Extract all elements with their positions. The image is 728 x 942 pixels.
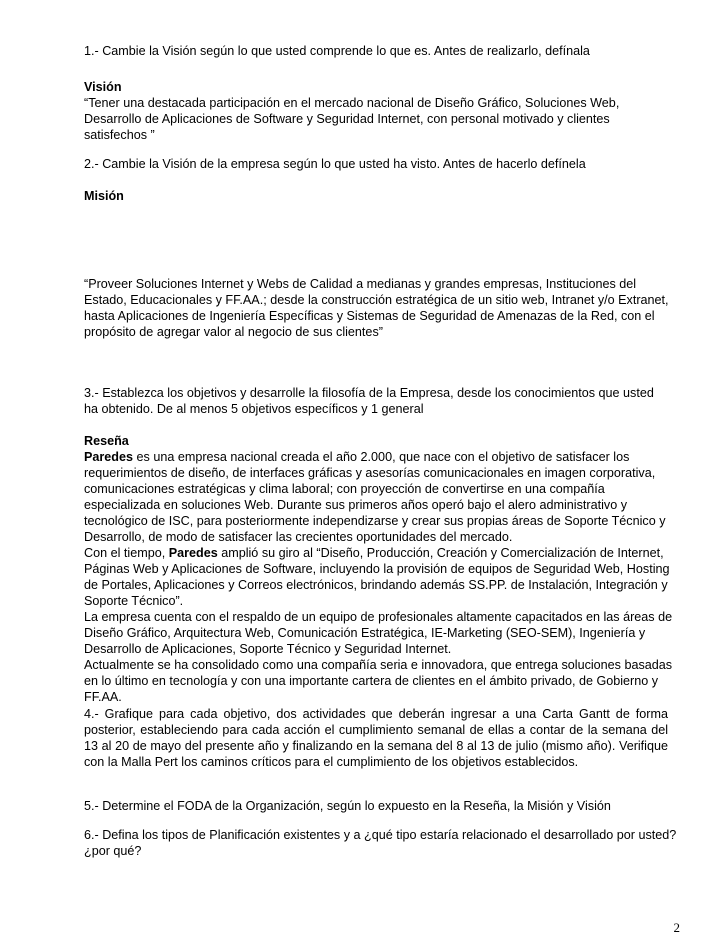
resena-text-2b: amplió su giro al “Diseño, Producción, Creación y Comercialización de Internet, Páginas Web y Aplicaciones de Software, incluyendo la provisión de equipos de Seguridad Web, Hosting de Portales, Aplicaciones y Correos electrónicos, brindando además SS.PP. de Instalación, Integración y Soporte Técnico”. bbox=[84, 546, 670, 608]
vision-text: “Tener una destacada participación en el mercado nacional de Diseño Gráfico, Soluciones Web, Desarrollo de Aplicaciones de Software y Seguridad Internet, con personal motivado y clientes satisfechos ” bbox=[84, 96, 620, 142]
company-name: Paredes bbox=[84, 450, 134, 464]
question-2: 2.- Cambie la Visión de la empresa según lo que usted ha visto. Antes de hacerlo defínela bbox=[84, 157, 586, 171]
resena-heading: Reseña bbox=[84, 434, 129, 448]
question-5: 5.- Determine el FODA de la Organización, según lo expuesto en la Reseña, la Misión y Visión bbox=[84, 799, 611, 813]
resena-paragraph-2 bbox=[84, 545, 678, 609]
question-3: 3.- Establezca los objetivos y desarrolle la filosofía de la Empresa, desde los conocimientos que usted ha obtenido. De al menos 5 objetivos específicos y 1 general bbox=[84, 386, 654, 416]
question-6: 6.- Defina los tipos de Planificación existentes y a ¿qué tipo estaría relacionado el desarrollado por usted?¿por qué? bbox=[84, 828, 677, 858]
resena-paragraph-1 bbox=[84, 449, 678, 545]
company-name: Paredes bbox=[168, 546, 218, 560]
page-number: 2 bbox=[673, 920, 680, 935]
mision-text: “Proveer Soluciones Internet y Webs de Calidad a medianas y grandes empresas, Instituciones del Estado, Educacionales y FF.AA.; desde la construcción estratégica de un sitio web, Intranet y/o Extranet, hasta Aplicaciones de Ingeniería Específicas y Sistemas de Seguridad de Amenazas de la Red, con el propósito de agregar valor al negocio de sus clientes” bbox=[84, 277, 669, 339]
resena-paragraph-4: Actualmente se ha consolidado como una compañía seria e innovadora, que entrega soluciones basadas en lo último en tecnología y con una importante cartera de clientes en el ámbito privado, de Gobierno y FF.AA. bbox=[84, 658, 673, 704]
vision-heading: Visión bbox=[84, 80, 122, 94]
resena-text-1: es una empresa nacional creada el año 2.000, que nace con el objetivo de satisfacer los requerimientos de diseño, de interfaces gráficas y asesorías comunicacionales en imagen corporativa, comunicaciones estratégicas y clima laboral; con proyección de convertirse en una compañía especializada en soluciones Web. Durante sus primeros años operó bajo el alero administrativo y tecnológico de ISC, para posteriormente independizarse y crear sus propias áreas de Soporte Técnico y Desarrollo, de modo de satisfacer las crecientes oportunidades del mercado. bbox=[84, 450, 666, 544]
resena-paragraph-3: La empresa cuenta con el respaldo de un equipo de profesionales altamente capacitados en las áreas de Diseño Gráfico, Arquitectura Web, Comunicación Estratégica, IE-Marketing (SEO-SEM), Ingeniería y Desarrollo de Aplicaciones, Soporte Técnico y Seguridad Internet. bbox=[84, 610, 673, 656]
question-4: 4.- Grafique para cada objetivo, dos actividades que deberán ingresar a una Carta Gantt de forma posterior, estableciendo para cada acción el cumplimiento semanal de ellas a contar de la semana del 13 al 20 de mayo del presente año y finalizando en la semana del 8 al 13 de julio (mismo año). Verifique con la Malla Pert los caminos críticos para el cumplimiento de los objetivos establecidos. bbox=[84, 707, 668, 769]
resena-body bbox=[84, 449, 678, 705]
question-1: 1.- Cambie la Visión según lo que usted comprende lo que es. Antes de realizarlo, defínala bbox=[84, 44, 590, 58]
resena-text-2a: Con el tiempo, bbox=[84, 546, 169, 560]
mision-heading: Misión bbox=[84, 189, 124, 203]
